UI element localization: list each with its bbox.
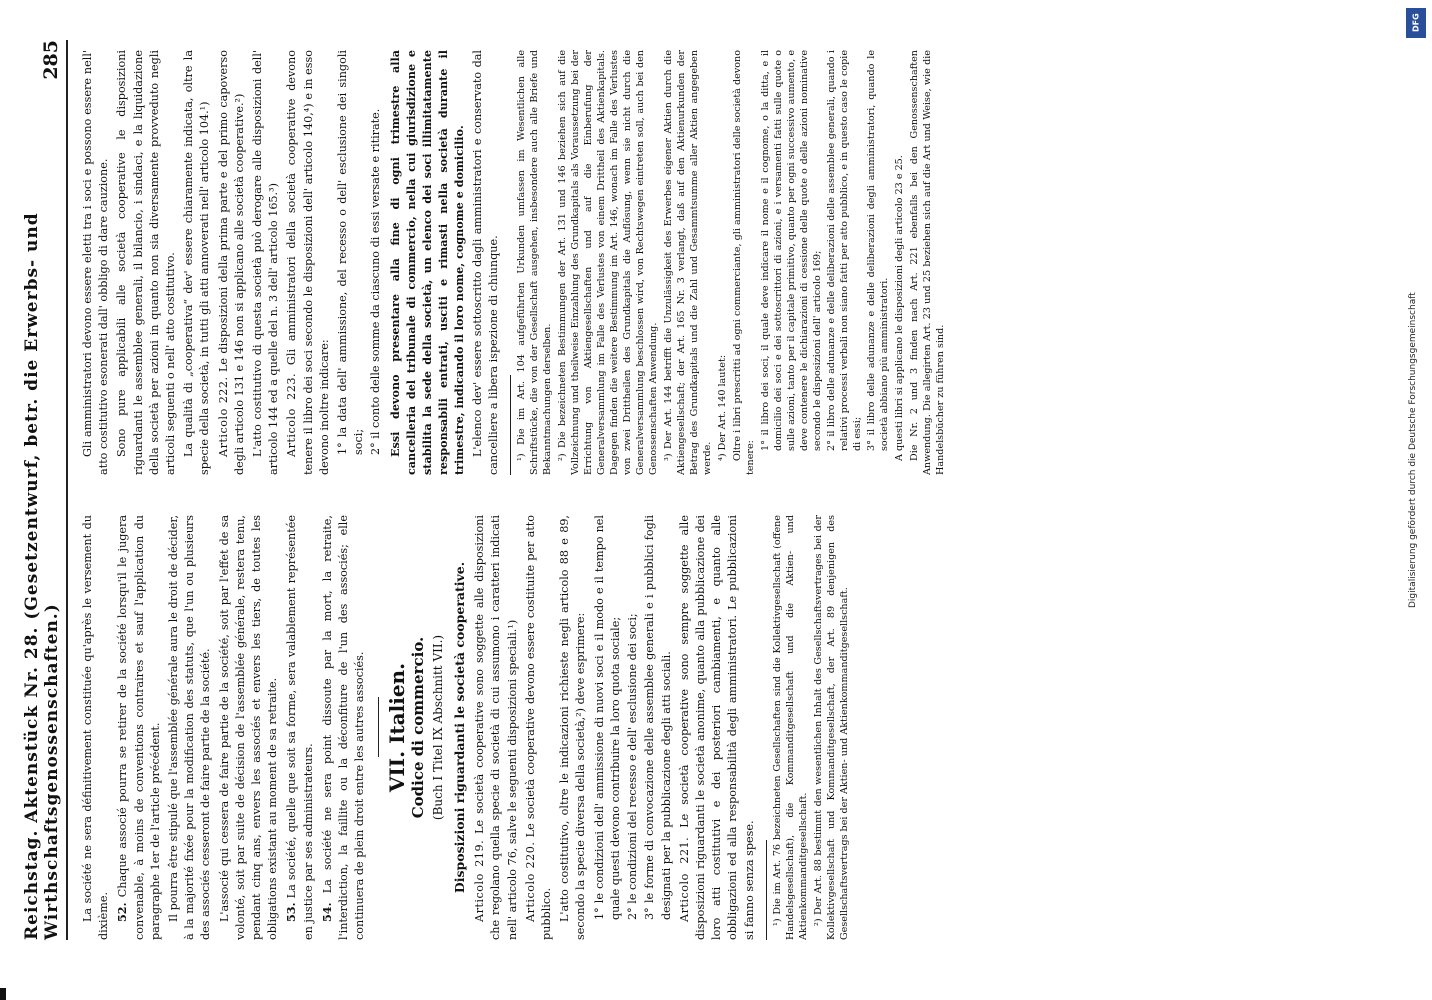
footnote-divider [510,375,511,475]
page-number: 285 [40,40,62,80]
footnote: ¹) Die im Art. 76 bezeichneten Gesellschaften sind die Kollektivgesellschaft (offene Handelsgesellschaft), die Kommanditgesellschaft und die Aktien- und Aktienkommanditgesellschaft. [771,515,809,940]
footnote-list [759,50,891,475]
article-number: 52. [115,902,130,922]
article-text: Le società cooperative sono sempre soggette alle disposizioni riguardanti le società anonime, quanto alla pubblicazione dei loro atti costitutivi e dei posteriori cambiamenti, e quanto alle obbligazioni ed alla responsabilità degli amministratori. Le pubblicazioni si fanno senza spese. [677,515,756,940]
article-52 [114,515,164,940]
chapter-subheading: Codice di commercio. [408,636,427,819]
dfg-logo-icon: DFG [1406,8,1426,38]
paragraph: Essi devono presentare alla fine di ogni trimestre alla cancelleria del tribunale di commercio, nella cui giurisdizione e stabilita la sede della società, un elenco dei soci illimitatamente responsabili entrati, usciti e rimasti nella società durante il trimestre, indicando il loro nome, cognome e domicilio. [387,50,467,475]
footnote-divider [766,840,767,940]
article-number: Articolo 219. [473,839,487,922]
running-header [22,40,68,940]
paragraph: La société ne sera définitivement constituée qu'après le versement du dixième. [81,515,111,940]
footnote: ²) Die bezeichneten Bestimmungen der Art. 131 und 146 beziehen sich auf die Vollzeichnung und theilweise Einzahlung des Grundkapitals als Voraussetzung bei der Errichtung von Aktiengesellschaften und auf die Einberufung der Generalversammlung im Falle des Verlustes von einem Drittheil des Aktienkapitals. Dagegen finden die weitere Bestimmung im Art. 146, wonach im Falle des Verlustes von zwei Drittheilen des Grundkapitals die Auflösung, wenn sie nicht durch die Generalversammlung beschlossen wird, von Rechtswegen eintreten soll, auch bei den Genossenschaften Anwendung. [557,50,660,475]
article-53 [283,515,316,940]
article-220 [523,515,555,940]
paragraph: Il pourra être stipulé que l'assemblée générale aura le droit de décider, à la majorité fixée pour la modification des statuts, que l'un ou plusieurs des associés cesseront de faire partie de la société. [167,515,213,940]
list-item: 1° le condizioni dell' ammissione di nuovi soci e il modo e il tempo nel quale questi devono contribuire la loro quota sociale; [592,515,622,920]
article-number: Articolo 221. [677,836,691,922]
article-text: Chaque associé pourra se retirer de la société lorsqu'il le jugera convenable, à moins de conventions contraires et sauf l'application du paragraphe 1er de l'article précédent. [116,515,162,940]
digitization-credit: Digitalisierung gefördert durch die Deutsche Forschungsgemeinschaft [1408,292,1418,608]
section-heading: Disposizioni riguardanti le società cooperative. [452,561,468,894]
scan-edge-mark [0,988,6,1000]
footnote: ¹) Die im Art. 104 aufgeführten Urkunden umfassen im Wesentlichen alle Schriftstücke, die von der Gesellschaft ausgehen, insbesondere auch alle Briefe und Bekanntmachungen derselben. [516,50,554,475]
article-text: La société ne sera point dissoute par la mort, la retraite, l'interdiction, la faillite ou la déconfiture de l'un des associés; elle continuera de plein droit entre les autres associés. [320,515,367,940]
footnote-quote: A questi libri si applicano le disposizioni degli articolo 23 e 25. [894,155,906,461]
article-text: La société, quelle que soit sa forme, sera valablement représentée en justice par ses administrateurs. [285,515,315,940]
article-219 [472,515,521,940]
paragraph: La qualità di „cooperativa“ dev' essere chiaramente indicata, oltre la specie della società, in tutti gli atti annoverati nell' articolo 104.¹) [182,50,212,475]
article-text: Gli amministratori della società cooperative devono tenere il libro dei soci secondo le disposizioni dell' articolo 140,⁴) e in esso devono inoltre indicare: [285,50,331,475]
article-223 [284,50,333,475]
article-222 [216,50,248,475]
list-item: 1° la data dell' ammissione, del recesso o dell' esclusione dei singoli soci; [336,50,366,455]
paragraph: L'atto costitutivo, oltre le indicazioni richieste negli articolo 88 e 89, secondo la specie diversa della società,²) deve esprimere: [558,515,588,940]
article-54 [319,515,369,940]
list-item: 2° il conto delle somme da ciascuno di essi versate e ritirate. [369,108,383,455]
footnote: ⁴) Der Art. 140 lautet: [717,354,729,461]
footnote: ²) Der Art. 88 bestimmt den wesentlichen Inhalt des Gesellschaftsvertrages bei der Kollektivgesellschaft und Kommanditgesellschaft, der Art. 89 denjenigen des Gesellschaftsvertrags bei der Aktien- und Aktienkommanditgesellschaft. [812,515,850,940]
article-223-list [335,50,385,475]
paragraph: L'associé qui cessera de faire partie de la société, soit par l'effet de sa volonté, soit par suite de décision de l'assemblée générale, restera tenu, pendant cinq ans, envers les associés et envers les tiers, de toutes les obligations existant au moment de sa retraite. [217,515,280,940]
article-221 [677,515,758,940]
paragraph: L'elenco dev' essere sottoscritto dagli amministratori e conservato dal cancelliere a libera ispezione di chiunque. [470,50,500,475]
chapter-reference: (Buch I Titel IX Abschnitt VII.) [430,634,445,821]
right-column [80,50,949,475]
article-text: Le società cooperative devono essere costituite per atto pubblico. [523,514,554,940]
paragraph: L'atto costitutivo di questa società può derogare alle disposizioni dell' articolo 144 ed a quelle del n. 3 dell' articolo 165.³) [251,50,281,475]
paragraph: Sono pure applicabili alle società cooperative le disposizioni riguardanti le assemblee generali, il bilancio, i sindaci, e la liquidazione della società per azioni in quanto non sia diversamente provveduto negli articoli seguenti o nell' atto costitutivo. [115,50,178,475]
article-number: 54. [319,902,334,922]
article-number: Articolo 223. [285,372,299,457]
running-head-title: Reichstag. Aktenstück Nr. 28. (Gesetzentwurf, betr. die Erwerbs- und Wirthschaftsgenossenschaften.) [22,212,62,940]
list-item: 3° le forme di convocazione delle assemblee generali e i pubblici fogli designati per la pubblicazione degli atti sociali. [643,515,673,920]
list-item: 3° il libro delle adunanze e delle deliberazioni degli amministratori, quando le società abbiano più amministratori. [866,50,891,451]
footnote: Die Nr. 2 und 3 finden nach Art. 221 ebenfalls bei den Genossenschaften Anwendung. Die allegirten Art. 23 und 25 beziehen sich auf die Art und Weise, wie die Handelsbücher zu führen sind. [909,50,947,475]
digitization-sidebar [1400,0,1432,1000]
article-220-list [592,515,675,940]
list-item: 2° le condizioni del recesso e dell' esclusione dei soci; [626,613,640,920]
article-text: Le disposizioni della prima parte e del primo capoverso degli articolo 131 e 146 non si applicano alle società cooperative.²) [216,50,246,475]
article-number: Articolo 220. [523,841,537,922]
list-item: 2° il libro delle adunanze e delle deliberazioni delle assemblee generali, quando i relativi processi verbali non siano fatti per atto pubblico, e in questo caso le copie di essi; [826,50,864,451]
paragraph: Gli amministratori devono essere eletti tra i soci e possono essere nell' atto costitutivo esonerati dall' obbligo di dare cauzione. [81,50,111,475]
left-column [80,515,853,940]
article-number: Articolo 222. [216,376,230,457]
section-divider [378,698,379,758]
footnote-quote: Oltre i libri prescritti ad ogni commerciante, gli amministratori delle società devono tenere: [732,50,757,475]
article-number: 53. [284,902,299,922]
article-text: Le società cooperative sono soggette alle disposizioni che regolano quella specie di società di cui assumono i caratteri indicati nell' articolo 76, salve le seguenti disposizioni speciali.¹) [473,515,519,940]
footnote: ³) Der Art. 144 betrifft die Unzulässigkeit des Erwerbes eigener Aktien durch die Aktiengesellschaft; der Art. 165 Nr. 3 verlangt, daß auf den Aktienurkunden der Betrag des Grundkapitals und die Zahl und Gesammtsumme aller Aktien angegeben werde. [663,50,714,475]
chapter-heading: VII. Italien. [385,662,410,793]
list-item: 1° il libro dei soci, il quale deve indicare il nome e il cognome, o la ditta, e il domicilio dei soci e dei sottoscrittori di azioni, e i versamenti fatti sulle quote o sulle azioni, tanto per il capitale primitivo, quanto per ogni successivo aumento, e deve contenere le dichiarazioni di cessione delle quote o delle azioni nominative secondo le disposizioni dell' articolo 169; [760,50,824,451]
